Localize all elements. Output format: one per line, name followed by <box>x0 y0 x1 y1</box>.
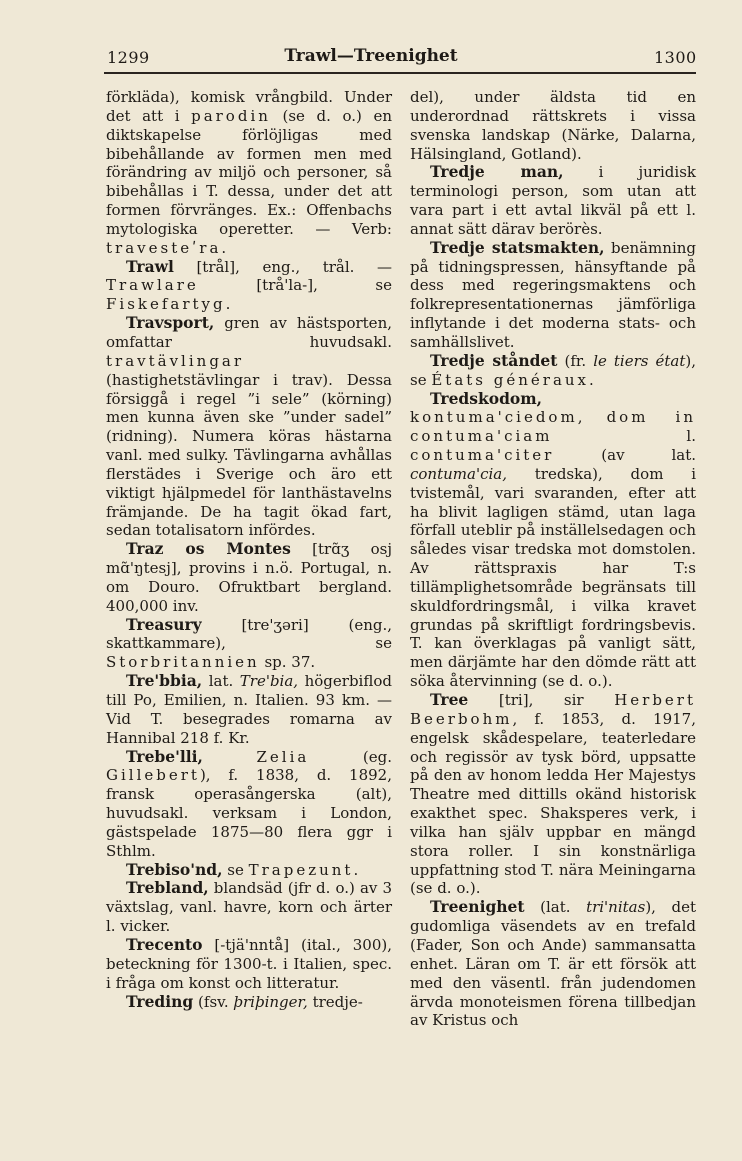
spaced-term: Zelia <box>256 747 310 766</box>
dictionary-entry <box>106 993 392 1012</box>
dictionary-entry <box>410 163 696 238</box>
spaced-term: parodin <box>191 106 271 125</box>
spaced-term: Gillebert <box>106 766 200 785</box>
entry-text: ), se <box>410 351 696 389</box>
italic-term: tri'nitas <box>586 898 646 917</box>
header-rule <box>104 72 696 74</box>
entry-text: benämning på tidningspressen, hänsyftande på dess med regeringsmaktens och folkrepresentationernas jämförliga inflytande i det moderna stats- och samhällslivet. <box>410 238 696 351</box>
italic-term: Tre'bia, <box>239 672 299 691</box>
entry-text: , f. 1853, d. 1917, engelsk skådespelare, teaterledare och regissör av tysk börd, uppsatte på den av honom ledda Her Majestys Theatre med dittills okänd historisk exakthet spec. Shaksperes verk, i vilka han själv uppbar en mängd stora roller. I sin konstnärliga uppfattning stod T. nära Meiningarna (se d. o.). <box>410 709 696 898</box>
dictionary-entry <box>106 258 392 315</box>
entry-text: . <box>221 238 227 257</box>
page-header <box>0 44 742 74</box>
entry-text: [tri], sir <box>468 691 615 709</box>
entry-text: högerbiflod till Po, Emilien, n. Italien. 93 km. — Vid T. besegrades romarna av Hannibal 218 f. Kr. <box>106 672 392 747</box>
dictionary-entry <box>410 691 696 898</box>
entry-headword: Trebiso'nd, <box>126 859 223 879</box>
entry-text: (fsv. <box>193 992 234 1011</box>
entry-headword: Trecento <box>126 934 203 954</box>
entry-text: se <box>222 860 249 879</box>
entry-headword: Trebland, <box>126 878 209 898</box>
entry-headword: Treding <box>126 991 194 1011</box>
entry-text <box>203 748 257 766</box>
entry-headword: Treenighet <box>430 897 525 917</box>
entry-text: tredje- <box>307 992 363 1011</box>
spaced-term: Fiskefartyg <box>106 295 226 314</box>
entry-headword: Tree <box>430 690 469 709</box>
dictionary-entry <box>410 352 696 390</box>
entry-text: l. <box>552 427 696 446</box>
entry-text: (eg. <box>309 747 392 766</box>
entry-text: [trɑ̃ʒ osj mɑ̃'ŋtesj], provins i n.ö. Portugal, n. om Douro. Ofruktbart bergland. 400,000 inv. <box>106 540 392 615</box>
entry-headword: Tre'bbia, <box>126 671 203 691</box>
entry-text: ), det gudomliga väsendets av en trefald (Fader, Son och Ande) sammansatta enhet. Läran om T. är ett försök att med den väsentl. från judendomen ärvda monoteismen förena tillbedjan av Kristus och <box>410 898 696 1030</box>
page-number-right: 1300 <box>654 48 697 67</box>
spaced-term: travesteʹra <box>106 238 222 257</box>
entry-text: (se d. o.) en diktskapelse förlöjligas med bibehållande av formen men med förändring av miljö och personer, så bibehållas i T. dessa, under det att formen förvränges. Ex.: Offenbachs mytologiska operetter. — Verb: <box>106 106 393 238</box>
entry-text: del), under äldsta tid en underordnad rättskrets i vissa svenska landskap (Närke, Dalarna, Hälsingland, Gotland). <box>410 88 696 163</box>
dictionary-entry <box>106 314 392 540</box>
right-column <box>410 88 696 1030</box>
entry-text: förkläda), komisk vrångbild. Under det att i <box>106 88 392 125</box>
left-column <box>106 88 392 1011</box>
entry-text: . <box>589 370 594 389</box>
dictionary-entry <box>106 748 392 861</box>
entry-text: (av lat. <box>554 446 696 465</box>
dictionary-entry <box>106 672 392 747</box>
entry-text: sp. 37. <box>259 653 316 672</box>
spaced-term: Herbert Beerbohm <box>410 691 696 728</box>
dictionary-entry <box>410 239 696 352</box>
entry-headword: Trebe'lli, <box>126 746 203 766</box>
dictionary-entry <box>410 88 696 163</box>
entry-text: ), f. 1838, d. 1892, fransk operasångerska (alt), huvudsakl. verksam i London, gästspelade 1875—80 flera ggr i Sthlm. <box>106 766 392 860</box>
spaced-term: États généraux <box>431 370 590 389</box>
entry-text: (lat. <box>524 898 587 917</box>
italic-term: contuma'cia, <box>410 464 507 483</box>
entry-text: gren av hästsporten, omfattar huvudsakl. <box>106 314 392 351</box>
entry-text: (fr. <box>557 351 594 370</box>
entry-headword: Trawl <box>126 256 174 276</box>
dictionary-entry <box>106 861 392 880</box>
entry-headword: Tredje ståndet <box>430 350 558 370</box>
entry-text: . <box>353 860 359 879</box>
entry-text: blandsäd (jfr d. o.) av 3 växtslag, vanl. havre, korn och ärter l. vicker. <box>106 879 392 936</box>
spaced-term: Storbritannien <box>106 653 260 672</box>
dictionary-entry <box>106 616 392 673</box>
entry-text: . <box>225 295 231 314</box>
spaced-term: Trapezunt <box>248 860 354 879</box>
spaced-term: Trawlare <box>106 276 199 295</box>
running-title: Trawl—Treenighet <box>284 46 458 66</box>
dictionary-entry <box>106 879 392 936</box>
entry-text: i juridisk terminologi person, som utan att vara part i ett avtal likväl på ett l. annat sätt därav berörès. <box>410 163 696 238</box>
entry-headword: Traz os Montes <box>126 539 291 559</box>
entry-text: [trå'la-], se <box>198 276 392 295</box>
italic-term: le tiers état <box>593 351 686 370</box>
entry-headword: Treasury <box>126 614 202 634</box>
entry-text: [-tjä'nntå] (ital., 300), beteckning för 1300-t. i Italien, spec. i fråga om konst och litteratur. <box>106 935 392 992</box>
page-number-left: 1299 <box>107 48 150 67</box>
spaced-term: travtävlingar <box>106 351 245 370</box>
entry-headword: Tredje statsmakten, <box>430 237 605 257</box>
entry-text: lat. <box>202 672 240 691</box>
spaced-term: contuma'citer <box>410 446 555 465</box>
entry-text: tredska), dom i tvistemål, vari svaranden, efter att ha blivit lagligen stämd, utan laga förfall uteblir på inställelsedagen och således visar tredska mot domstolen. Av rättspraxis har T:s tillämplighetsområde begränsats till skuldfordringsmål, i vilka kravet grundas på skriftligt fordringsbevis. T. kan överklagas på vanligt sätt, men därjämte har den dömde rätt att söka återvinning (se d. o.). <box>410 464 696 691</box>
entry-headword: Tredskodom, <box>430 388 543 408</box>
spaced-term: dom in contuma'ciam <box>410 408 696 446</box>
italic-term: þriþinger, <box>233 992 308 1011</box>
dictionary-entry <box>106 936 392 993</box>
spaced-term: kontuma'ciedom <box>410 408 578 427</box>
entry-text: [trål], eng., trål. — <box>173 257 392 276</box>
entry-text: , <box>577 408 607 427</box>
dictionary-entry <box>410 390 696 692</box>
entry-text: [tre'ʒəri] (eng., skattkammare), se <box>106 615 392 653</box>
dictionary-entry <box>106 88 392 258</box>
entry-headword: Tredje man, <box>430 162 564 182</box>
dictionary-entry <box>106 540 392 615</box>
entry-headword: Travsport, <box>126 313 215 333</box>
entry-text: (hastighetstävlingar i trav). Dessa försiggå i regel ”i sele” (körning) men kunna även ske ”under sadel” (ridning). Numera köras hästarna vanl. med sulky. Tävlingarna avhållas flerstädes i Sverige och äro ett viktigt hjälpmedel för lanthästavelns främjande. De ha tagit ökad fart, sedan totalisatorn infördes. <box>106 370 392 540</box>
dictionary-entry <box>410 898 696 1030</box>
